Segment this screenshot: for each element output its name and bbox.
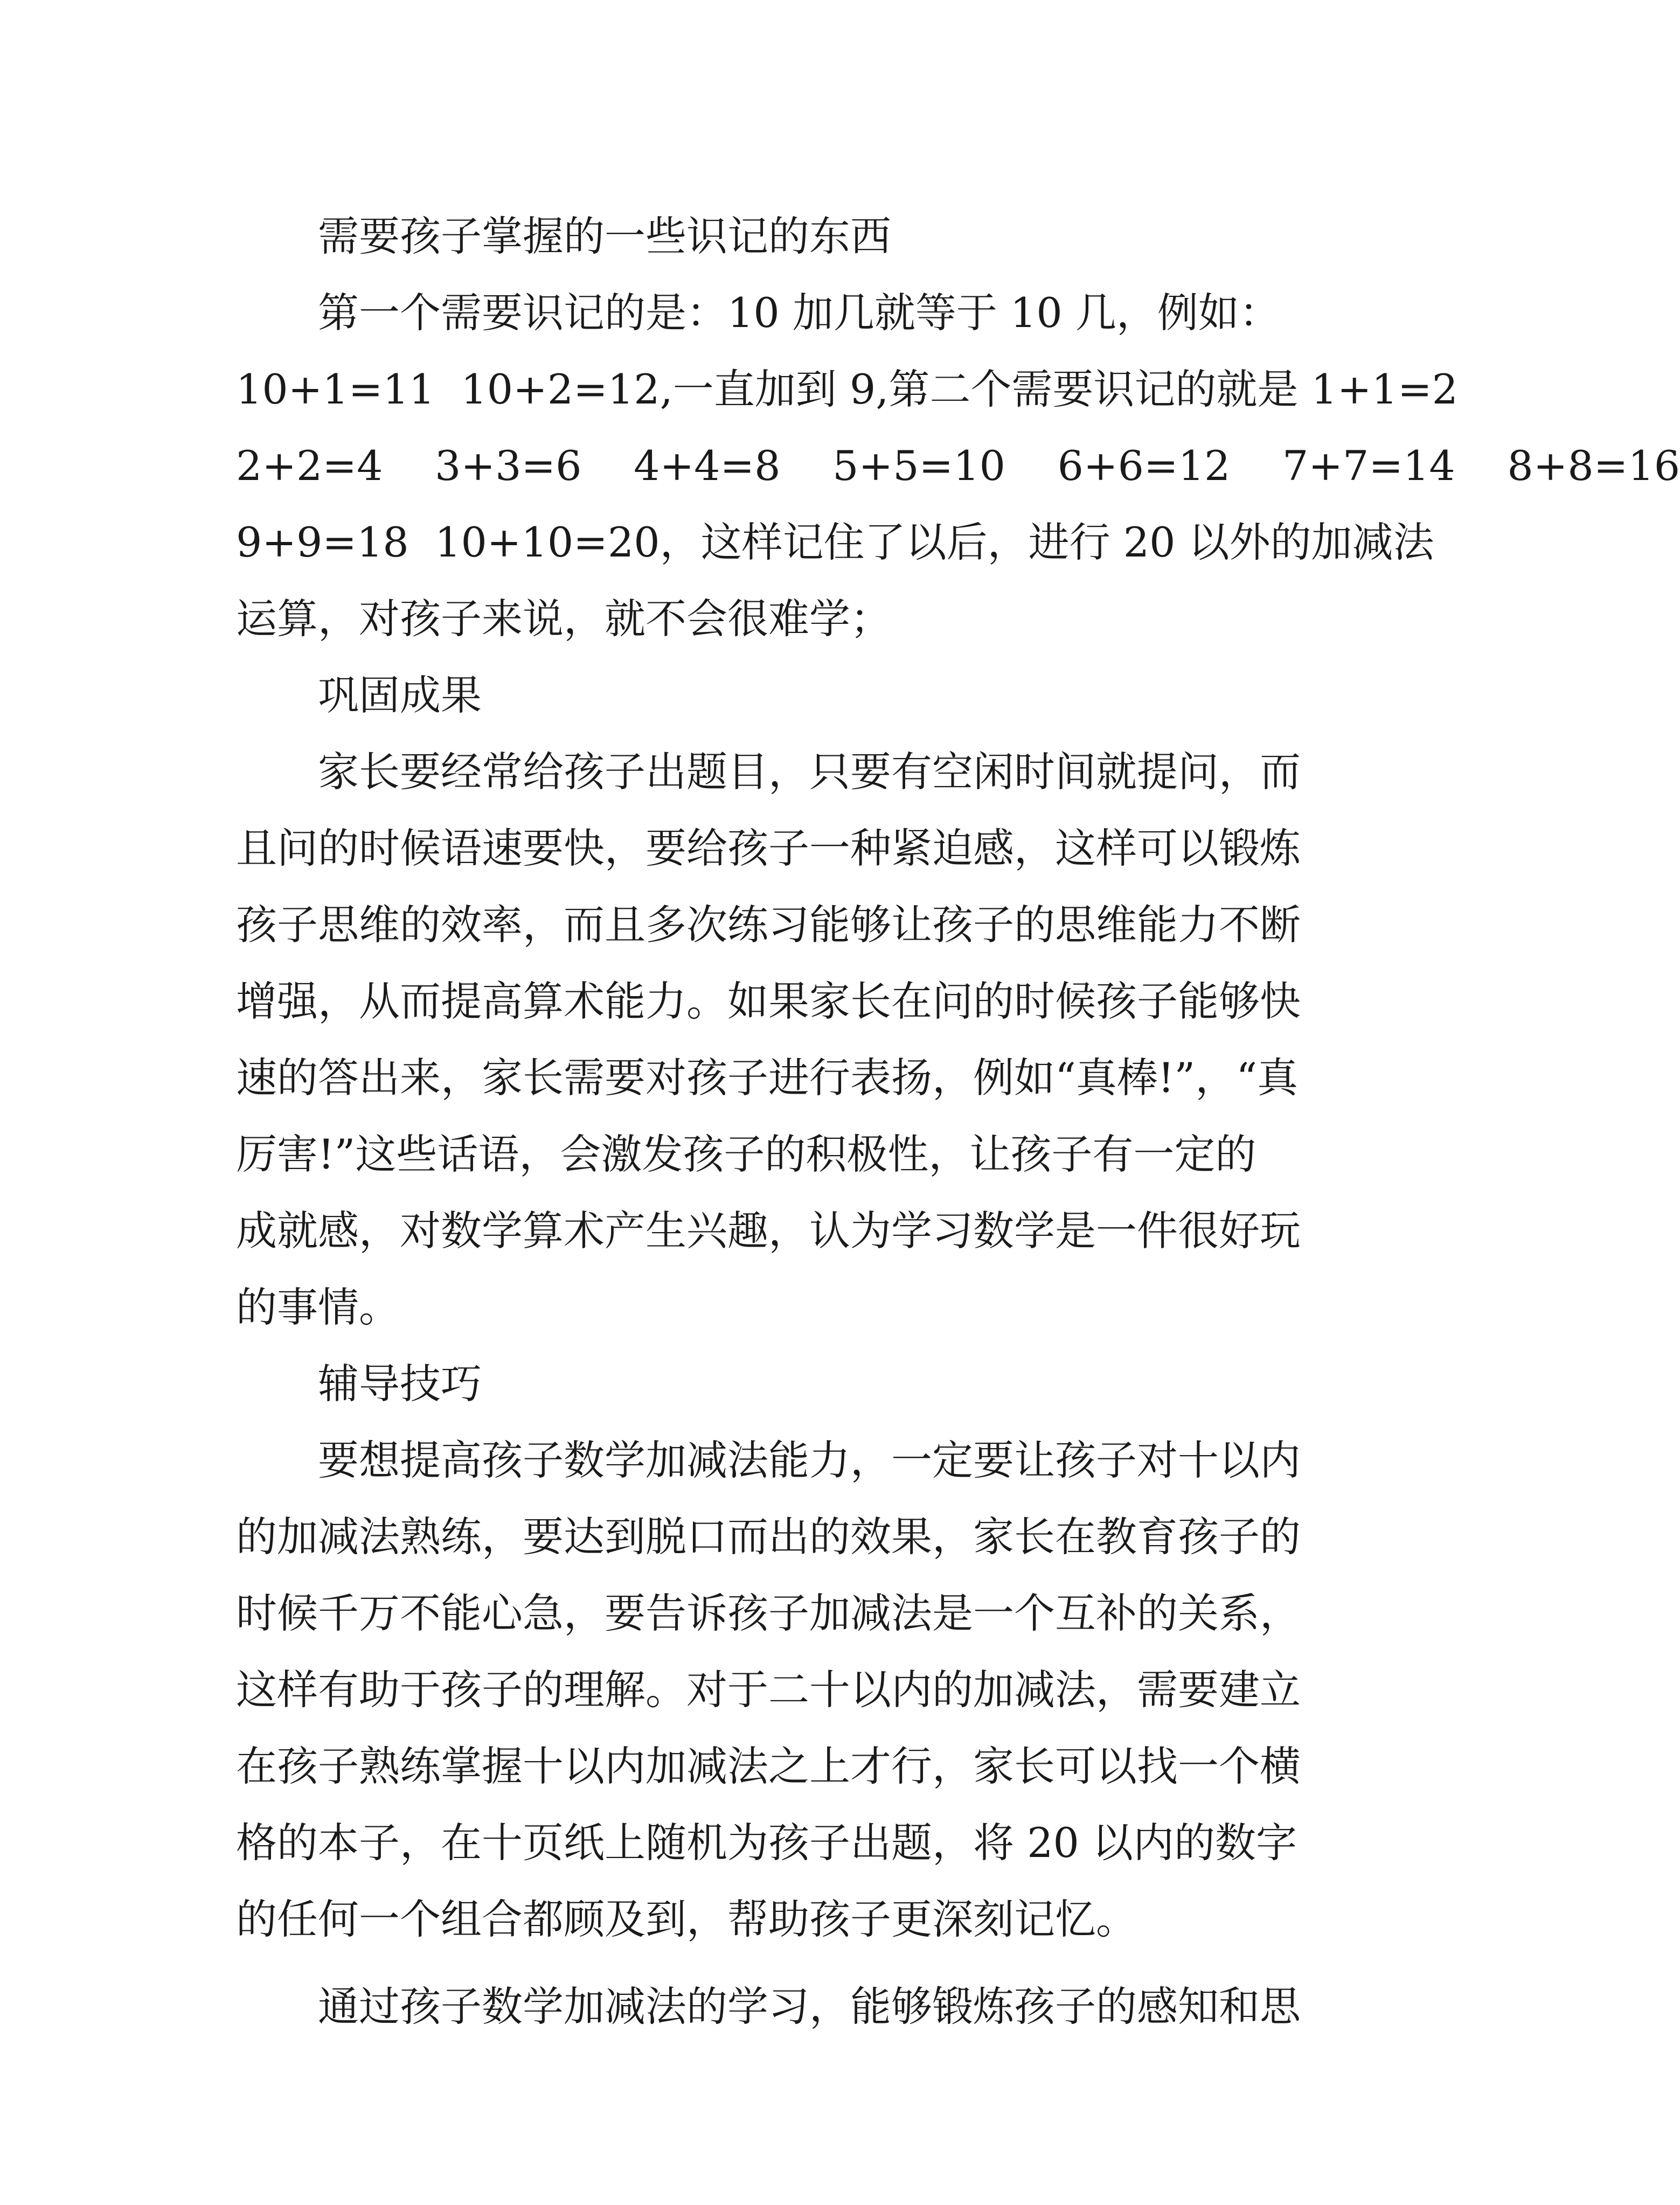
paragraph-line: 这样有助于孩子的理解。对于二十以内的加减法，需要建立 xyxy=(236,1666,1301,1714)
paragraph-line: 增强，从而提高算术能力。如果家长在问的时候孩子能够快 xyxy=(236,977,1301,1025)
paragraph-consolidate xyxy=(236,734,1324,1346)
paragraph-conclusion xyxy=(236,1968,1324,2045)
section-heading-tutoring: 辅导技巧 xyxy=(318,1360,482,1408)
paragraph-line: 的事情。 xyxy=(236,1283,400,1331)
paragraph-tutoring xyxy=(236,1422,1324,1958)
paragraph-line: 第一个需要识记的是：10 加几就等于 10 几，例如： xyxy=(318,289,1280,337)
paragraph-line: 成就感，对数学算术产生兴趣，认为学习数学是一件很好玩 xyxy=(236,1207,1301,1255)
paragraph-line: 速的答出来，家长需要对孩子进行表扬，例如“真棒!”，“真 xyxy=(236,1054,1299,1102)
paragraph-line: 的任何一个组合都顾及到，帮助孩子更深刻记忆。 xyxy=(236,1895,1137,1943)
paragraph-line: 10+1=11 10+2=12,一直加到 9,第二个需要识记的就是 1+1=2 xyxy=(236,365,1458,413)
paragraph-line: 厉害!”这些话语，会激发孩子的积极性，让孩子有一定的 xyxy=(236,1130,1256,1178)
paragraph-line: 2+2=4 3+3=6 4+4=8 5+5=10 6+6=12 7+7=14 8+8=16 xyxy=(236,442,1680,490)
paragraph-line: 的加减法熟练，要达到脱口而出的效果，家长在教育孩子的 xyxy=(236,1513,1301,1561)
section-heading-memorize: 需要孩子掌握的一些识记的东西 xyxy=(318,212,891,260)
paragraph-line: 通过孩子数学加减法的学习，能够锻炼孩子的感知和思 xyxy=(318,1983,1301,2030)
section-heading-consolidate: 巩固成果 xyxy=(318,671,482,719)
paragraph-memorize xyxy=(236,275,1680,657)
paragraph-line: 家长要经常给孩子出题目，只要有空闲时间就提问，而 xyxy=(318,748,1301,796)
paragraph-line: 9+9=18 10+10=20，这样记住了以后，进行 20 以外的加减法 xyxy=(236,518,1434,566)
paragraph-line: 运算，对孩子来说，就不会很难学； xyxy=(236,595,891,643)
paragraph-line: 格的本子，在十页纸上随机为孩子出题，将 20 以内的数字 xyxy=(236,1819,1297,1867)
paragraph-line: 孩子思维的效率，而且多次练习能够让孩子的思维能力不断 xyxy=(236,901,1301,949)
paragraph-line: 且问的时候语速要快，要给孩子一种紧迫感，这样可以锻炼 xyxy=(236,824,1301,872)
paragraph-line: 要想提高孩子数学加减法能力，一定要让孩子对十以内 xyxy=(318,1436,1301,1484)
paragraph-line: 在孩子熟练掌握十以内加减法之上才行，家长可以找一个横 xyxy=(236,1742,1301,1790)
paragraph-line: 时候千万不能心急，要告诉孩子加减法是一个互补的关系， xyxy=(236,1589,1301,1637)
document-body xyxy=(236,198,1680,2045)
